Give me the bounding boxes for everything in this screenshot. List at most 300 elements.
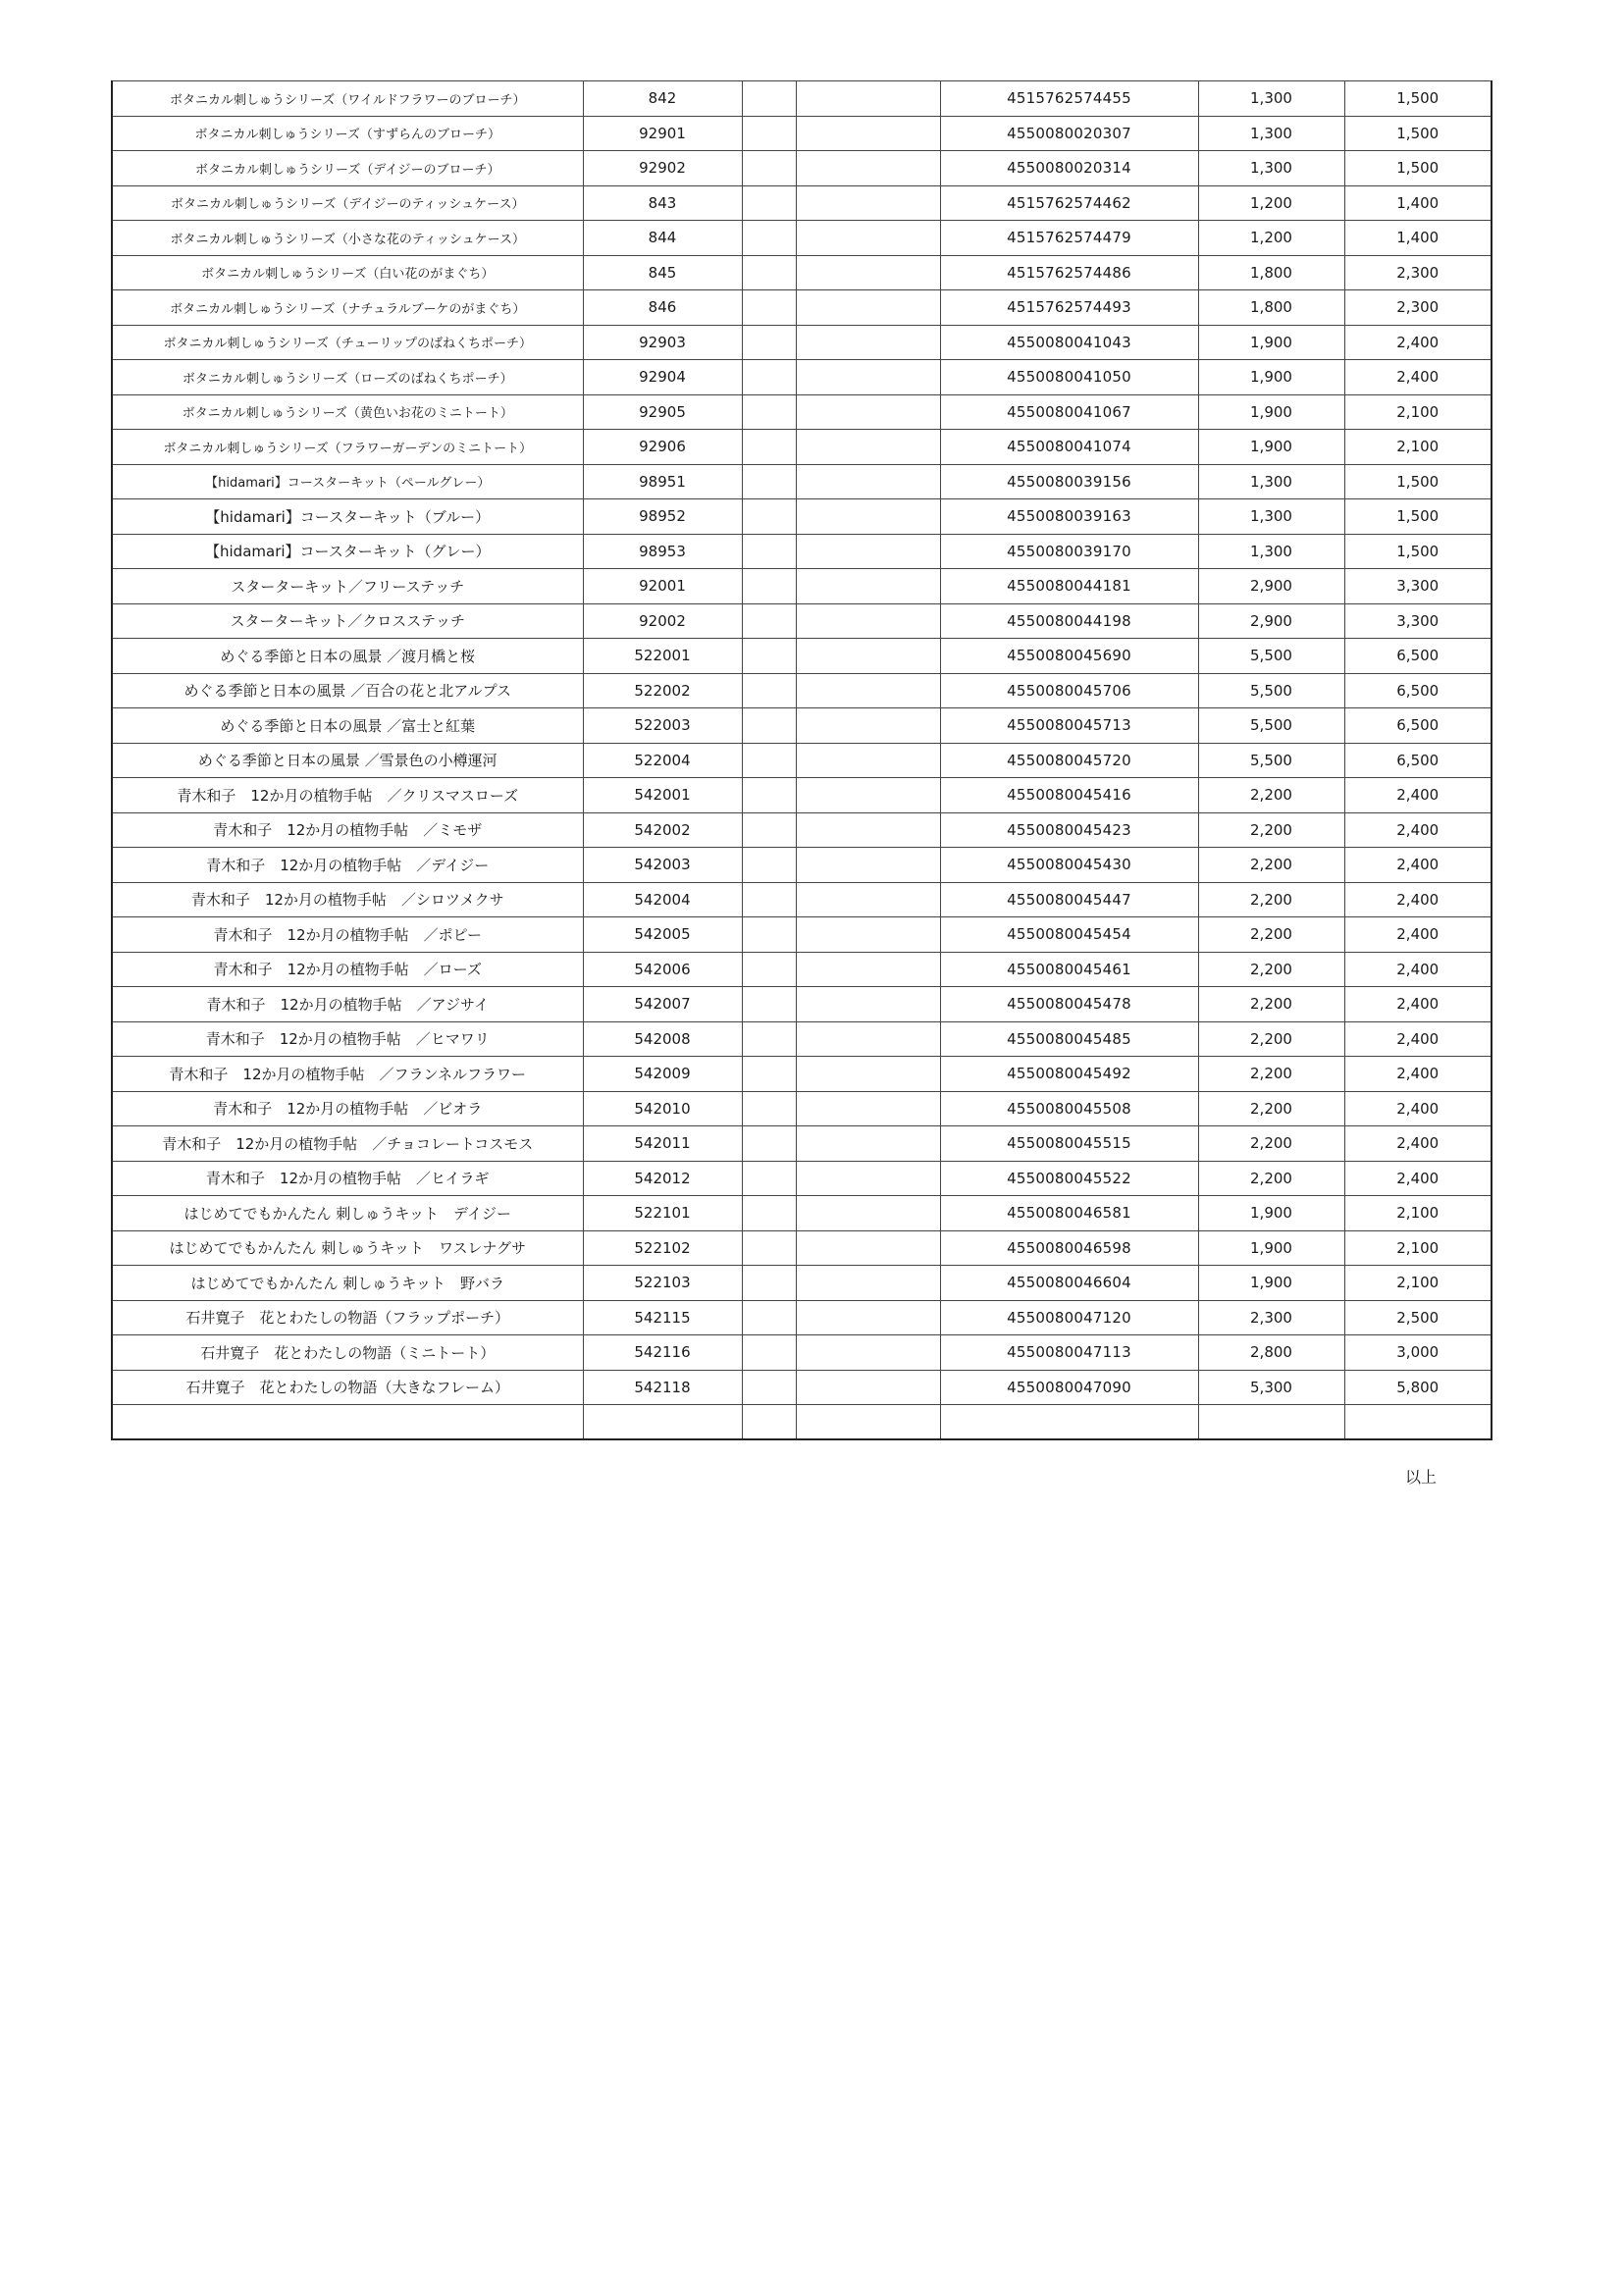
blank-cell (742, 1266, 796, 1301)
blank-cell (742, 499, 796, 535)
product-code-cell: 542001 (583, 778, 742, 813)
price-cell: 2,200 (1198, 1161, 1344, 1196)
blank-cell (796, 987, 940, 1022)
blank-cell (742, 81, 796, 117)
table-row (112, 708, 1492, 744)
table-row (112, 848, 1492, 883)
price-with-tax-cell: 2,400 (1344, 1091, 1492, 1126)
price-with-tax-cell: 5,800 (1344, 1370, 1492, 1405)
blank-cell (742, 917, 796, 953)
price-cell: 1,900 (1198, 1266, 1344, 1301)
blank-cell (742, 360, 796, 395)
jan-code-cell: 4515762574479 (940, 221, 1198, 256)
jan-code-cell: 4550080046604 (940, 1266, 1198, 1301)
price-with-tax-cell: 6,500 (1344, 708, 1492, 744)
price-with-tax-cell: 2,400 (1344, 360, 1492, 395)
jan-code-cell: 4550080045515 (940, 1126, 1198, 1162)
product-name-cell: ボタニカル刺しゅうシリーズ（黄色いお花のミニトート） (112, 394, 583, 430)
price-cell: 1,900 (1198, 1230, 1344, 1266)
product-name-cell: ボタニカル刺しゅうシリーズ（すずらんのブローチ） (112, 116, 583, 151)
price-with-tax-cell: 1,400 (1344, 185, 1492, 221)
jan-code-cell: 4550080045423 (940, 812, 1198, 848)
product-name-cell: 石井寛子 花とわたしの物語（ミニトート） (112, 1335, 583, 1371)
table-row (112, 151, 1492, 186)
blank-cell (796, 116, 940, 151)
blank-cell (796, 708, 940, 744)
product-code-cell: 843 (583, 185, 742, 221)
blank-cell (742, 430, 796, 465)
table-row (112, 1126, 1492, 1162)
price-cell: 5,500 (1198, 673, 1344, 708)
price-cell: 2,200 (1198, 1091, 1344, 1126)
table-row (112, 1300, 1492, 1335)
blank-cell (742, 185, 796, 221)
product-name-cell: 青木和子 12か月の植物手帖 ／シロツメクサ (112, 882, 583, 917)
blank-cell (742, 1091, 796, 1126)
blank-cell (796, 882, 940, 917)
table-row (112, 778, 1492, 813)
price-cell: 1,300 (1198, 151, 1344, 186)
product-code-cell: 522003 (583, 708, 742, 744)
product-name-cell: ボタニカル刺しゅうシリーズ（白い花のがまぐち） (112, 255, 583, 290)
blank-cell (742, 1196, 796, 1231)
price-with-tax-cell: 1,500 (1344, 499, 1492, 535)
price-with-tax-cell: 1,500 (1344, 534, 1492, 569)
jan-code-cell: 4550080045690 (940, 639, 1198, 674)
product-name-cell: はじめてでもかんたん 刺しゅうキット ワスレナグサ (112, 1230, 583, 1266)
jan-code-cell: 4550080045720 (940, 743, 1198, 778)
blank-cell (796, 1057, 940, 1092)
blank-cell (112, 1405, 583, 1440)
blank-cell (796, 952, 940, 987)
product-price-table (111, 80, 1492, 1440)
price-with-tax-cell: 2,400 (1344, 1161, 1492, 1196)
price-cell: 1,800 (1198, 290, 1344, 326)
blank-cell (742, 639, 796, 674)
table-row (112, 1021, 1492, 1057)
jan-code-cell: 4515762574462 (940, 185, 1198, 221)
table-row (112, 639, 1492, 674)
jan-code-cell: 4550080045522 (940, 1161, 1198, 1196)
product-code-cell: 542118 (583, 1370, 742, 1405)
jan-code-cell: 4550080020307 (940, 116, 1198, 151)
blank-cell (796, 1266, 940, 1301)
product-name-cell: ボタニカル刺しゅうシリーズ（フラワーガーデンのミニトート） (112, 430, 583, 465)
jan-code-cell: 4515762574486 (940, 255, 1198, 290)
price-cell: 5,500 (1198, 708, 1344, 744)
table-row (112, 882, 1492, 917)
product-name-cell: めぐる季節と日本の風景 ／百合の花と北アルプス (112, 673, 583, 708)
table-row (112, 430, 1492, 465)
product-name-cell: 青木和子 12か月の植物手帖 ／ポピー (112, 917, 583, 953)
blank-cell (796, 812, 940, 848)
product-code-cell: 92001 (583, 569, 742, 604)
price-list-sheet (111, 80, 1491, 1440)
product-name-cell: 青木和子 12か月の植物手帖 ／ヒイラギ (112, 1161, 583, 1196)
product-name-cell: ボタニカル刺しゅうシリーズ（ローズのばねくちポーチ） (112, 360, 583, 395)
product-name-cell: ボタニカル刺しゅうシリーズ（ワイルドフラワーのブローチ） (112, 81, 583, 117)
product-code-cell: 842 (583, 81, 742, 117)
blank-cell (742, 778, 796, 813)
product-name-cell: 石井寛子 花とわたしの物語（大きなフレーム） (112, 1370, 583, 1405)
blank-cell (1198, 1405, 1344, 1440)
price-cell: 1,300 (1198, 464, 1344, 499)
table-row (112, 812, 1492, 848)
product-name-cell: ボタニカル刺しゅうシリーズ（チューリップのばねくちポーチ） (112, 325, 583, 360)
jan-code-cell: 4550080039170 (940, 534, 1198, 569)
jan-code-cell: 4550080044181 (940, 569, 1198, 604)
price-with-tax-cell: 6,500 (1344, 673, 1492, 708)
product-name-cell: 青木和子 12か月の植物手帖 ／クリスマスローズ (112, 778, 583, 813)
product-name-cell: スターターキット／クロスステッチ (112, 603, 583, 639)
blank-cell (796, 778, 940, 813)
product-code-cell: 542115 (583, 1300, 742, 1335)
price-with-tax-cell: 2,300 (1344, 255, 1492, 290)
price-cell: 1,800 (1198, 255, 1344, 290)
product-name-cell: 石井寛子 花とわたしの物語（フラップポーチ） (112, 1300, 583, 1335)
price-cell: 2,200 (1198, 848, 1344, 883)
price-cell: 1,900 (1198, 325, 1344, 360)
price-cell: 2,200 (1198, 917, 1344, 953)
price-with-tax-cell: 2,500 (1344, 1300, 1492, 1335)
price-with-tax-cell: 2,400 (1344, 1126, 1492, 1162)
price-with-tax-cell: 6,500 (1344, 639, 1492, 674)
jan-code-cell: 4550080044198 (940, 603, 1198, 639)
jan-code-cell: 4550080047090 (940, 1370, 1198, 1405)
product-name-cell: 【hidamari】コースターキット（ブルー） (112, 499, 583, 535)
price-with-tax-cell: 2,100 (1344, 394, 1492, 430)
price-cell: 1,300 (1198, 81, 1344, 117)
price-with-tax-cell: 2,100 (1344, 1196, 1492, 1231)
price-with-tax-cell: 2,400 (1344, 1021, 1492, 1057)
blank-cell (796, 360, 940, 395)
blank-cell (742, 1300, 796, 1335)
product-name-cell: 青木和子 12か月の植物手帖 ／アジサイ (112, 987, 583, 1022)
product-code-cell: 846 (583, 290, 742, 326)
table-row (112, 1230, 1492, 1266)
table-row (112, 185, 1492, 221)
blank-cell (742, 1230, 796, 1266)
blank-cell (796, 603, 940, 639)
price-cell: 2,200 (1198, 812, 1344, 848)
price-cell: 1,200 (1198, 185, 1344, 221)
product-code-cell: 542008 (583, 1021, 742, 1057)
price-with-tax-cell: 2,400 (1344, 778, 1492, 813)
price-cell: 2,800 (1198, 1335, 1344, 1371)
jan-code-cell: 4515762574455 (940, 81, 1198, 117)
product-name-cell: 【hidamari】コースターキット（グレー） (112, 534, 583, 569)
jan-code-cell: 4550080047113 (940, 1335, 1198, 1371)
blank-cell (742, 151, 796, 186)
blank-cell (796, 917, 940, 953)
blank-cell (742, 255, 796, 290)
jan-code-cell: 4550080045430 (940, 848, 1198, 883)
jan-code-cell: 4550080045416 (940, 778, 1198, 813)
table-row (112, 116, 1492, 151)
blank-cell (742, 221, 796, 256)
jan-code-cell: 4515762574493 (940, 290, 1198, 326)
product-name-cell: はじめてでもかんたん 刺しゅうキット デイジー (112, 1196, 583, 1231)
product-code-cell: 522001 (583, 639, 742, 674)
jan-code-cell: 4550080045454 (940, 917, 1198, 953)
product-code-cell: 522004 (583, 743, 742, 778)
blank-cell (796, 221, 940, 256)
blank-cell (742, 290, 796, 326)
price-cell: 2,200 (1198, 952, 1344, 987)
price-with-tax-cell: 2,100 (1344, 1266, 1492, 1301)
blank-cell (796, 534, 940, 569)
price-cell: 5,500 (1198, 639, 1344, 674)
price-with-tax-cell: 1,500 (1344, 464, 1492, 499)
blank-cell (796, 848, 940, 883)
blank-cell (796, 290, 940, 326)
product-code-cell: 522101 (583, 1196, 742, 1231)
jan-code-cell: 4550080047120 (940, 1300, 1198, 1335)
blank-cell (796, 1091, 940, 1126)
product-code-cell: 542011 (583, 1126, 742, 1162)
table-row (112, 290, 1492, 326)
price-cell: 1,300 (1198, 534, 1344, 569)
jan-code-cell: 4550080041050 (940, 360, 1198, 395)
table-row (112, 952, 1492, 987)
product-code-cell: 542010 (583, 1091, 742, 1126)
price-with-tax-cell: 6,500 (1344, 743, 1492, 778)
price-cell: 1,900 (1198, 360, 1344, 395)
table-row (112, 603, 1492, 639)
blank-cell (796, 185, 940, 221)
product-name-cell: 青木和子 12か月の植物手帖 ／ビオラ (112, 1091, 583, 1126)
price-cell: 2,900 (1198, 569, 1344, 604)
product-code-cell: 542012 (583, 1161, 742, 1196)
blank-cell (796, 325, 940, 360)
product-code-cell: 542005 (583, 917, 742, 953)
price-with-tax-cell: 1,500 (1344, 151, 1492, 186)
blank-cell (796, 81, 940, 117)
price-cell: 2,300 (1198, 1300, 1344, 1335)
table-row (112, 394, 1492, 430)
blank-cell (742, 534, 796, 569)
product-name-cell: ボタニカル刺しゅうシリーズ（デイジーのティッシュケース） (112, 185, 583, 221)
price-with-tax-cell: 2,400 (1344, 325, 1492, 360)
blank-cell (796, 1196, 940, 1231)
blank-cell (796, 743, 940, 778)
jan-code-cell: 4550080045706 (940, 673, 1198, 708)
blank-cell (796, 255, 940, 290)
blank-cell (742, 812, 796, 848)
blank-cell (1344, 1405, 1492, 1440)
blank-cell (742, 394, 796, 430)
price-cell: 1,300 (1198, 116, 1344, 151)
table-row (112, 464, 1492, 499)
blank-cell (742, 1335, 796, 1371)
product-code-cell: 542004 (583, 882, 742, 917)
table-row (112, 1091, 1492, 1126)
product-name-cell: はじめてでもかんたん 刺しゅうキット 野バラ (112, 1266, 583, 1301)
table-row (112, 499, 1492, 535)
product-code-cell: 98952 (583, 499, 742, 535)
blank-cell (796, 499, 940, 535)
table-row (112, 221, 1492, 256)
jan-code-cell: 4550080046581 (940, 1196, 1198, 1231)
product-name-cell: めぐる季節と日本の風景 ／渡月橋と桜 (112, 639, 583, 674)
blank-cell (742, 1021, 796, 1057)
price-with-tax-cell: 3,300 (1344, 569, 1492, 604)
blank-cell (742, 1057, 796, 1092)
price-with-tax-cell: 2,400 (1344, 952, 1492, 987)
blank-cell (796, 639, 940, 674)
product-name-cell: ボタニカル刺しゅうシリーズ（デイジーのブローチ） (112, 151, 583, 186)
price-cell: 2,900 (1198, 603, 1344, 639)
blank-cell (583, 1405, 742, 1440)
jan-code-cell: 4550080045508 (940, 1091, 1198, 1126)
table-row (112, 987, 1492, 1022)
jan-code-cell: 4550080045713 (940, 708, 1198, 744)
end-mark: 以上 (1405, 1468, 1438, 1487)
price-cell: 2,200 (1198, 1126, 1344, 1162)
price-with-tax-cell: 2,100 (1344, 1230, 1492, 1266)
product-code-cell: 522102 (583, 1230, 742, 1266)
blank-cell (742, 1161, 796, 1196)
price-with-tax-cell: 3,300 (1344, 603, 1492, 639)
blank-cell (742, 952, 796, 987)
product-code-cell: 844 (583, 221, 742, 256)
jan-code-cell: 4550080041067 (940, 394, 1198, 430)
blank-cell (796, 464, 940, 499)
product-name-cell: めぐる季節と日本の風景 ／雪景色の小樽運河 (112, 743, 583, 778)
blank-cell (742, 1370, 796, 1405)
blank-cell (796, 1230, 940, 1266)
blank-cell (742, 464, 796, 499)
product-code-cell: 542003 (583, 848, 742, 883)
price-with-tax-cell: 3,000 (1344, 1335, 1492, 1371)
blank-cell (742, 1405, 796, 1440)
product-code-cell: 542009 (583, 1057, 742, 1092)
jan-code-cell: 4550080041074 (940, 430, 1198, 465)
blank-cell (742, 987, 796, 1022)
price-cell: 1,900 (1198, 394, 1344, 430)
blank-cell (796, 1300, 940, 1335)
product-code-cell: 542002 (583, 812, 742, 848)
product-name-cell: 青木和子 12か月の植物手帖 ／フランネルフラワー (112, 1057, 583, 1092)
product-code-cell: 98951 (583, 464, 742, 499)
product-name-cell: ボタニカル刺しゅうシリーズ（小さな花のティッシュケース） (112, 221, 583, 256)
blank-cell (796, 430, 940, 465)
price-cell: 2,200 (1198, 1057, 1344, 1092)
product-name-cell: 青木和子 12か月の植物手帖 ／ローズ (112, 952, 583, 987)
blank-cell (742, 116, 796, 151)
product-name-cell: めぐる季節と日本の風景 ／富士と紅葉 (112, 708, 583, 744)
table-row (112, 1196, 1492, 1231)
table-row (112, 1161, 1492, 1196)
product-code-cell: 92002 (583, 603, 742, 639)
table-row (112, 569, 1492, 604)
blank-cell (796, 151, 940, 186)
blank-cell (796, 394, 940, 430)
product-name-cell: 青木和子 12か月の植物手帖 ／ミモザ (112, 812, 583, 848)
price-cell: 2,200 (1198, 882, 1344, 917)
price-cell: 1,900 (1198, 1196, 1344, 1231)
jan-code-cell: 4550080046598 (940, 1230, 1198, 1266)
price-cell: 2,200 (1198, 987, 1344, 1022)
table-body (112, 81, 1492, 1440)
product-code-cell: 522002 (583, 673, 742, 708)
table-row (112, 1057, 1492, 1092)
product-name-cell: 【hidamari】コースターキット（ペールグレー） (112, 464, 583, 499)
product-code-cell: 98953 (583, 534, 742, 569)
table-row (112, 743, 1492, 778)
table-row (112, 673, 1492, 708)
product-code-cell: 542007 (583, 987, 742, 1022)
table-row (112, 534, 1492, 569)
price-with-tax-cell: 2,400 (1344, 1057, 1492, 1092)
product-code-cell: 92905 (583, 394, 742, 430)
price-with-tax-cell: 1,500 (1344, 81, 1492, 117)
jan-code-cell: 4550080041043 (940, 325, 1198, 360)
product-code-cell: 542116 (583, 1335, 742, 1371)
blank-cell (796, 1335, 940, 1371)
jan-code-cell: 4550080039156 (940, 464, 1198, 499)
blank-cell (796, 673, 940, 708)
price-cell: 1,200 (1198, 221, 1344, 256)
product-name-cell: スターターキット／フリーステッチ (112, 569, 583, 604)
table-row (112, 81, 1492, 117)
blank-cell (742, 848, 796, 883)
product-code-cell: 845 (583, 255, 742, 290)
price-with-tax-cell: 1,500 (1344, 116, 1492, 151)
product-code-cell: 92906 (583, 430, 742, 465)
product-name-cell: 青木和子 12か月の植物手帖 ／デイジー (112, 848, 583, 883)
blank-cell (796, 1126, 940, 1162)
price-cell: 1,900 (1198, 430, 1344, 465)
price-with-tax-cell: 2,400 (1344, 917, 1492, 953)
price-with-tax-cell: 2,400 (1344, 987, 1492, 1022)
product-code-cell: 542006 (583, 952, 742, 987)
product-code-cell: 92903 (583, 325, 742, 360)
price-with-tax-cell: 2,300 (1344, 290, 1492, 326)
blank-cell (796, 1161, 940, 1196)
price-cell: 2,200 (1198, 778, 1344, 813)
blank-cell (742, 882, 796, 917)
blank-cell (796, 1405, 940, 1440)
price-cell: 1,300 (1198, 499, 1344, 535)
product-code-cell: 92904 (583, 360, 742, 395)
blank-cell (742, 603, 796, 639)
product-code-cell: 92901 (583, 116, 742, 151)
blank-cell (742, 569, 796, 604)
product-name-cell: 青木和子 12か月の植物手帖 ／チョコレートコスモス (112, 1126, 583, 1162)
table-row (112, 360, 1492, 395)
blank-cell (742, 325, 796, 360)
blank-cell (796, 1370, 940, 1405)
price-cell: 5,500 (1198, 743, 1344, 778)
table-row (112, 325, 1492, 360)
price-cell: 5,300 (1198, 1370, 1344, 1405)
jan-code-cell: 4550080045461 (940, 952, 1198, 987)
blank-cell (940, 1405, 1198, 1440)
blank-cell (742, 743, 796, 778)
product-name-cell: ボタニカル刺しゅうシリーズ（ナチュラルブーケのがまぐち） (112, 290, 583, 326)
table-row (112, 255, 1492, 290)
product-name-cell: 青木和子 12か月の植物手帖 ／ヒマワリ (112, 1021, 583, 1057)
table-row (112, 917, 1492, 953)
jan-code-cell: 4550080045485 (940, 1021, 1198, 1057)
jan-code-cell: 4550080045478 (940, 987, 1198, 1022)
jan-code-cell: 4550080039163 (940, 499, 1198, 535)
blank-cell (796, 1021, 940, 1057)
product-code-cell: 92902 (583, 151, 742, 186)
price-with-tax-cell: 1,400 (1344, 221, 1492, 256)
table-row (112, 1335, 1492, 1371)
